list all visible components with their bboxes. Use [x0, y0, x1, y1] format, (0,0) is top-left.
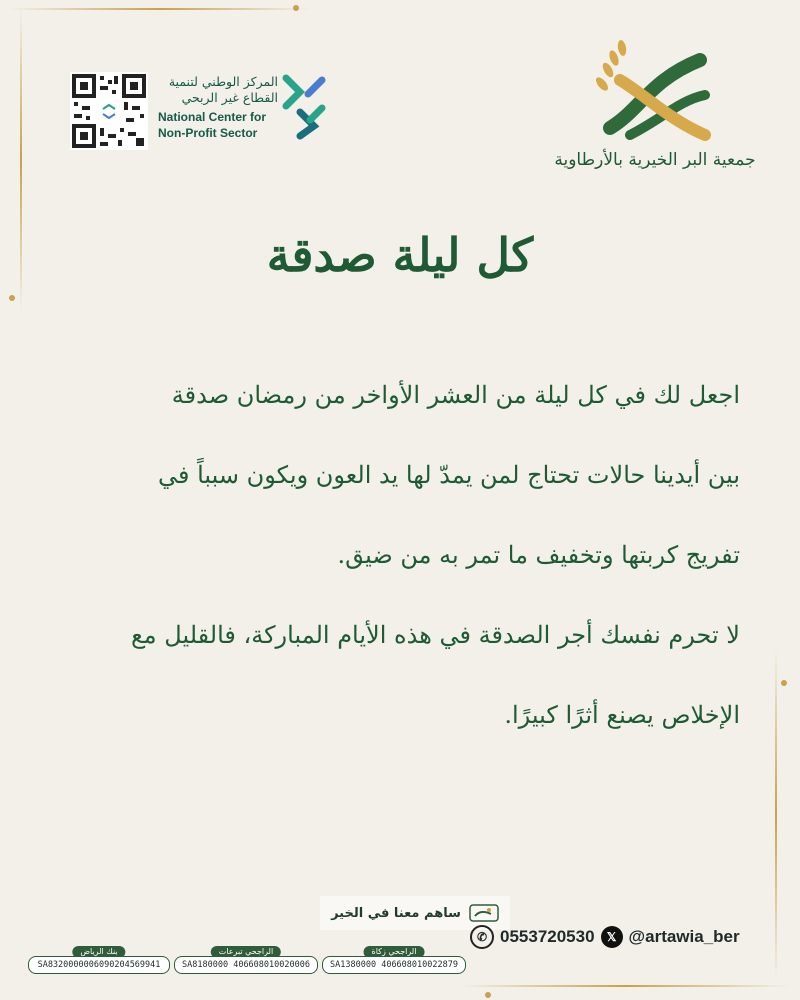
bank-label: الراجحي تبرعات: [211, 946, 281, 958]
charity-logo: [550, 40, 760, 180]
phone-icon: ✆: [470, 925, 494, 949]
page-title: كل ليلة صدقة: [266, 228, 534, 282]
body-line: الإخلاص يصنع أثرًا كبيرًا.: [504, 701, 740, 729]
national-center-ar-line2: القطاع غير الربحي: [181, 90, 278, 105]
contact-row: [470, 924, 740, 950]
bank-account: [322, 946, 466, 974]
gold-dot: [9, 295, 15, 301]
body-text: [60, 355, 740, 755]
qr-code[interactable]: [70, 72, 148, 150]
wheat-emblem-icon: [590, 40, 720, 145]
national-center-logo: [158, 74, 328, 154]
bank-label: بنك الرياض: [72, 946, 125, 958]
bank-account: [28, 946, 170, 974]
body-line: لا تحرم نفسك أجر الصدقة في هذه الأيام المباركة، فالقليل مع: [131, 621, 740, 649]
national-center-en-line2: Non-Profit Sector: [158, 126, 258, 140]
gold-dot: [485, 992, 491, 998]
top-gold-line: [10, 8, 310, 10]
gold-dot: [781, 680, 787, 686]
bottom-gold-line: [460, 985, 790, 987]
gold-dot: [293, 5, 299, 11]
right-gold-line: [775, 650, 777, 980]
body-line: تفريج كربتها وتخفيف ما تمر به من ضيق.: [337, 541, 740, 569]
bank-iban[interactable]: SA8320000006090204569941: [28, 956, 170, 974]
bank-account: [174, 946, 318, 974]
national-center-ar-line1: المركز الوطني لتنمية: [168, 74, 278, 89]
national-center-mark-icon: [278, 74, 330, 144]
national-center-en-line1: National Center for: [158, 110, 267, 124]
social-handle[interactable]: @artawia_ber: [628, 927, 740, 946]
bank-label: الراجحي زكاة: [364, 946, 425, 958]
bank-iban[interactable]: SA8180000 406608010020006: [174, 956, 318, 974]
body-line: اجعل لك في كل ليلة من العشر الأواخر من رمضان صدقة: [171, 381, 740, 409]
slogan-text: ساهم معنا في الخير: [331, 905, 461, 921]
x-icon: 𝕏: [601, 926, 623, 948]
charity-name: جمعية البر الخيرية بالأرطاوية: [554, 150, 756, 170]
giving-hand-icon: [469, 903, 499, 923]
bank-iban[interactable]: SA1380000 406608010022879: [322, 956, 466, 974]
phone-number[interactable]: 0553720530: [500, 927, 595, 946]
body-line: بين أيدينا حالات تحتاج لمن يمدّ لها يد العون ويكون سبباً في: [157, 461, 740, 489]
